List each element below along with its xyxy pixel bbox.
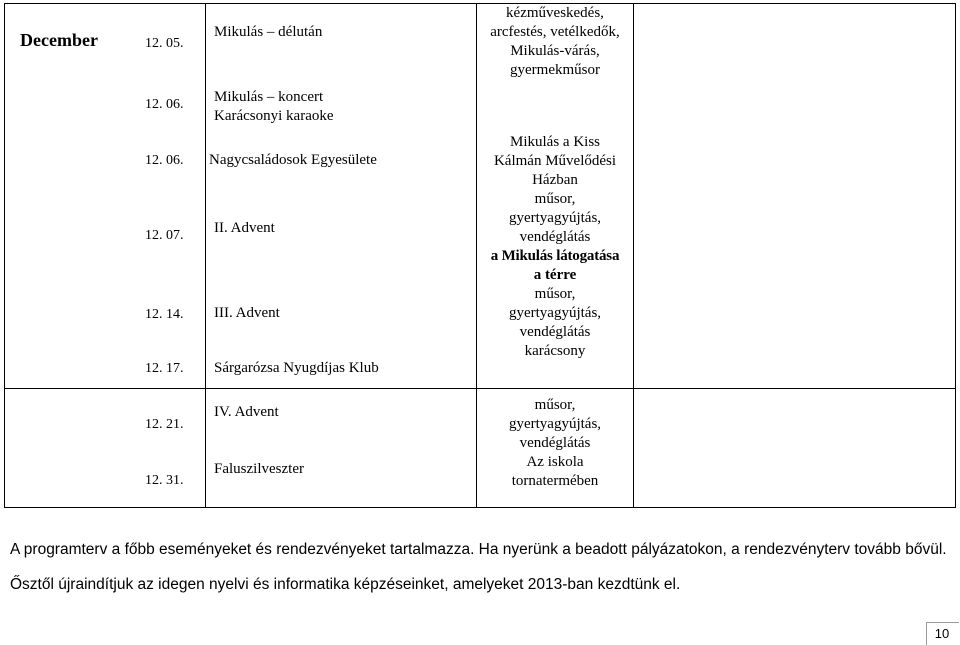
detail-line: Az iskola bbox=[526, 454, 584, 470]
event-name: Nagycsaládosok Egyesülete bbox=[209, 152, 377, 168]
event-date: 12. 05. bbox=[145, 36, 184, 51]
detail-line: műsor, bbox=[534, 191, 576, 207]
detail-line: gyertyagyújtás, bbox=[508, 416, 602, 432]
table-border-left bbox=[4, 3, 5, 508]
event-name: Mikulás – koncert bbox=[214, 89, 324, 105]
event-date: 12. 14. bbox=[145, 307, 184, 322]
event-name: II. Advent bbox=[214, 220, 275, 236]
event-date: 12. 21. bbox=[145, 417, 184, 432]
detail-line: vendéglátás bbox=[519, 324, 591, 340]
month-label: December bbox=[20, 30, 98, 50]
event-date: 12. 31. bbox=[145, 473, 184, 488]
detail-line: Kálmán Művelődési bbox=[493, 153, 617, 169]
event-date: 12. 06. bbox=[145, 153, 184, 168]
table-column-divider bbox=[633, 3, 634, 508]
detail-line: gyertyagyújtás, bbox=[508, 210, 602, 226]
detail-line: karácsony bbox=[524, 343, 586, 359]
event-name: Faluszilveszter bbox=[214, 461, 304, 477]
event-name: Karácsonyi karaoke bbox=[214, 108, 334, 124]
event-details bbox=[477, 396, 633, 491]
event-details bbox=[477, 133, 633, 361]
detail-line: kézműveskedés, bbox=[506, 5, 604, 21]
event-date: 12. 07. bbox=[145, 228, 184, 243]
detail-line: tornatermében bbox=[511, 473, 599, 489]
table-border-right bbox=[955, 3, 956, 508]
event-date: 12. 06. bbox=[145, 97, 184, 112]
detail-line: Mikulás-várás, bbox=[510, 43, 600, 59]
event-name: III. Advent bbox=[214, 305, 280, 321]
detail-line: Házban bbox=[532, 172, 578, 188]
event-name: Mikulás – délután bbox=[214, 24, 323, 40]
event-details bbox=[477, 4, 633, 80]
detail-line-bold: a Mikulás látogatása bbox=[490, 248, 620, 264]
detail-line-bold: a térre bbox=[533, 267, 577, 283]
detail-line: műsor, bbox=[534, 397, 576, 413]
table-row-divider bbox=[4, 388, 956, 389]
event-name: IV. Advent bbox=[214, 404, 279, 420]
event-name: Sárgarózsa Nyugdíjas Klub bbox=[214, 360, 379, 376]
event-date: 12. 17. bbox=[145, 361, 184, 376]
footer-paragraph: A programterv a főbb eseményeket és rendezvényeket tartalmazza. Ha nyerünk a beadott pályázatokon, a rendezvényterv tovább bővül. bbox=[10, 541, 947, 558]
detail-line: gyertyagyújtás, bbox=[508, 305, 602, 321]
footer-paragraph: Ősztől újraindítjuk az idegen nyelvi és informatika képzéseinket, amelyeket 2013-ban kezdtünk el. bbox=[10, 576, 681, 593]
page-number: 10 bbox=[934, 626, 950, 641]
detail-line: Mikulás a Kiss bbox=[510, 134, 600, 150]
table-column-divider bbox=[205, 3, 206, 508]
detail-line: gyermekműsor bbox=[510, 62, 600, 78]
detail-line: vendéglátás bbox=[519, 435, 591, 451]
detail-line: vendéglátás bbox=[519, 229, 591, 245]
detail-line: arcfestés, vetélkedők, bbox=[490, 24, 620, 40]
table-border-bottom bbox=[4, 507, 956, 508]
detail-line: műsor, bbox=[534, 286, 576, 302]
